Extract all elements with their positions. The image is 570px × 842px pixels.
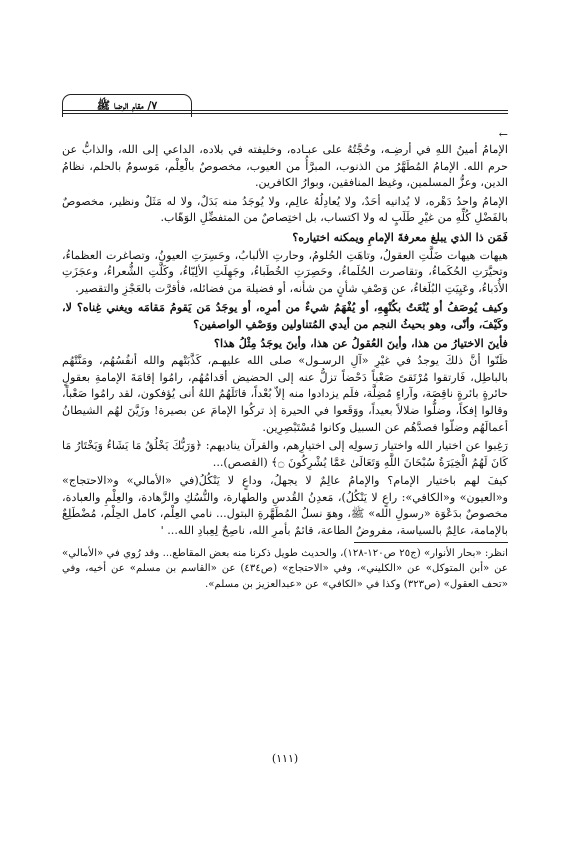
body-paragraph: ظَنّوا أنَّ ذلكَ يوجدُ في غيْرِ «آلِ الرسـول» صلى الله عليهـم، كَذَّبَتْهم والله أنفُسُهُم، ومَنَّتْهُم بالباطِل، فَارتقوا مُرْتَقىً صَعْباً دَحْضاً تزلُّ عنه إلى الحضيض أقدامُهُم، رامُوا إقامَةَ الإمامةِ بعقولٍ حائرةٍ بائرةٍ ناقِصَة، وآراءٍ مُضِلَّة، فلَم يزدادوا منه إلاّ بُعْداً، قاتَلَهُمُ اللهُ أنى يُؤفكون، لقد رامُوا صَعْباً، وقالوا إفكاً، وضلُّوا ضلالاً بعيداً، ووَقَعوا في الحيرة إذ تركُوا الإمامَ عن بصيرة! وزَيَّنَ لهُم الشيطانُ أعمالَهُم وضلّوا فصدَّهُم عن السبيل وكانوا مُسْتَبْصِرِين. xyxy=(62,354,508,434)
body-paragraph: هيهات هيهات ضَلَّتِ العقولُ، وتاهَتِ الحُلومُ، وحارتِ الألبابُ، وحَسِرَتِ العيونُ، وتصاغرت العظماءُ، وتحيَّرَتِ الحُكَماءُ، وتقاصرت الحُلَماءُ، وحَصِرَتِ الخُطَباءُ، وجَهِلَتِ الألِبّاءُ، وكَلَّتِ الشُّعراءُ، وعجَزَتِ الأُدَباءُ، وعَيِيَتِ البُلَغاءُ، عن وَصْفِ شأنٍ من شأنه، أو فضيلة من فضائله، فأقرَّت بالعَجْزِ والتقصير. xyxy=(62,248,508,295)
body-paragraph: فَمَن ذا الذي يبلغ معرفةَ الإمامِ ويمكنه اختياره؟ xyxy=(292,229,508,244)
body-paragraph: الإمامُ أمينُ اللهِ في أرضِـه، وحُجَّتُهُ على عبـاده، وخليفته في بلاده، الداعي إلى الله، والذابُّ عن حرم الله. الإمامُ المُطَهَّرُ من الذنوب، المبرَّأُ من العيوب، مخصوصٌ بالْعِلْم، مَوسومٌ بالحلم، نظامُ الدين، وعزُّ المسلمين، وغيظ المنافقين، وبوارُ الكافرين. xyxy=(62,143,508,190)
page-body xyxy=(62,130,508,592)
body-paragraph: فأينَ الاختيارُ من هذا، وأينَ العُقولُ عن هذا، وأينَ يوجَدُ مِثْلُ هذا؟ xyxy=(214,335,508,350)
body-paragraph: الإمامُ واحدُ دَهْره، لا يُدانيه أحَدٌ، ولا يُعادِلُهُ عالِم، ولا يُوجَدُ منه بَدَلٌ، ولا له مَثَلٌ ونظير، مخصوصٌ بالفَضْلِ كُلِّهِ من غيْرِ طَلَبٍ له ولا اكتساب، بل اختِصاصٌ من المتفضِّلِ الوَهّاب. xyxy=(62,194,508,225)
body-paragraph: رَغِبوا عن اختيار الله واختيار رَسولِه إلى اختيارِهم، والقرآن يناديهم: ﴿وَرَبُّكَ يَخْلُقُ مَا يَشَاءُ وَيَخْتَارُ مَا كَانَ لَهُمُ الْخِيَرَةُ سُبْحَانَ اللَّهِ وَتَعَالَىٰ عَمَّا يُشْرِكُونَ ۝﴾ (القصص)... xyxy=(62,439,508,469)
body-paragraph: كيفَ لهم باختيار الإمام؟ والإمامُ عالِمٌ لا يجهلُ، وداعٍ لا يَنْكُلُ(في «الأمالي» و«الاحتجاج» و«العيون» و«الكافي»: راعٍ لا يَنْكُلُ)، مَعدِنُ القُدسِ والطهارة، والنُّسُكِ والزَّهادة، والعِلْمِ والعبادة، مخصوصٌ بدَعْوَة «رسولِ الله» ﷺ، وهوَ نسلُ المُطَهَّرةِ البتول... نامي العِلْم، كامل الحِلْم، مُضْطَلِعٌ بالإمامة، عالِمٌ بالسياسة، مفروضُ الطاعة، قائمٌ بأمرِ الله، ناصِحٌ لِعِبادِ الله... ' xyxy=(62,474,508,538)
continuation-arrow-icon: ← xyxy=(498,128,508,141)
body-paragraph: وكيف يُوصَفُ أو يُنْعَتُ بكُنْهِهِ، أو يُفْهَمُ شيءٌ من أمرِه، أو يوجَدُ مَن يَقومُ مَقامَه ويغني غِناه؟ لا، وكَيْفَ، وأنّى، وهو بحيثُ النجم من أيدي المُتناولين ووَصْفِ الواصفين؟ xyxy=(62,300,508,331)
page-number: (١١١) xyxy=(271,752,299,765)
header-rule xyxy=(62,110,508,111)
header-rule-inner xyxy=(62,113,508,114)
footnote-separator xyxy=(354,542,508,543)
running-header-title: ٧/ مقام الرضا ﷺ xyxy=(96,99,158,112)
footnote: انظر: «بحار الأنوار» (ج٢٥ ص١٢٠-١٢٨)، والحديث طويل ذكرنا منه بعض المقاطع... وقد رُوي في «الأمالي» عن «أبن المتوكل» عن «الكليني»، وفي «الاحتجاج» (ص٤٣٤) عن «القاسم بن مسلم» عن أخيه، وفي «تحف العقول» (ص٣٢٣) وكذا في «الكافي» عن «عبدالعزيز بن مسلم». xyxy=(62,547,508,590)
